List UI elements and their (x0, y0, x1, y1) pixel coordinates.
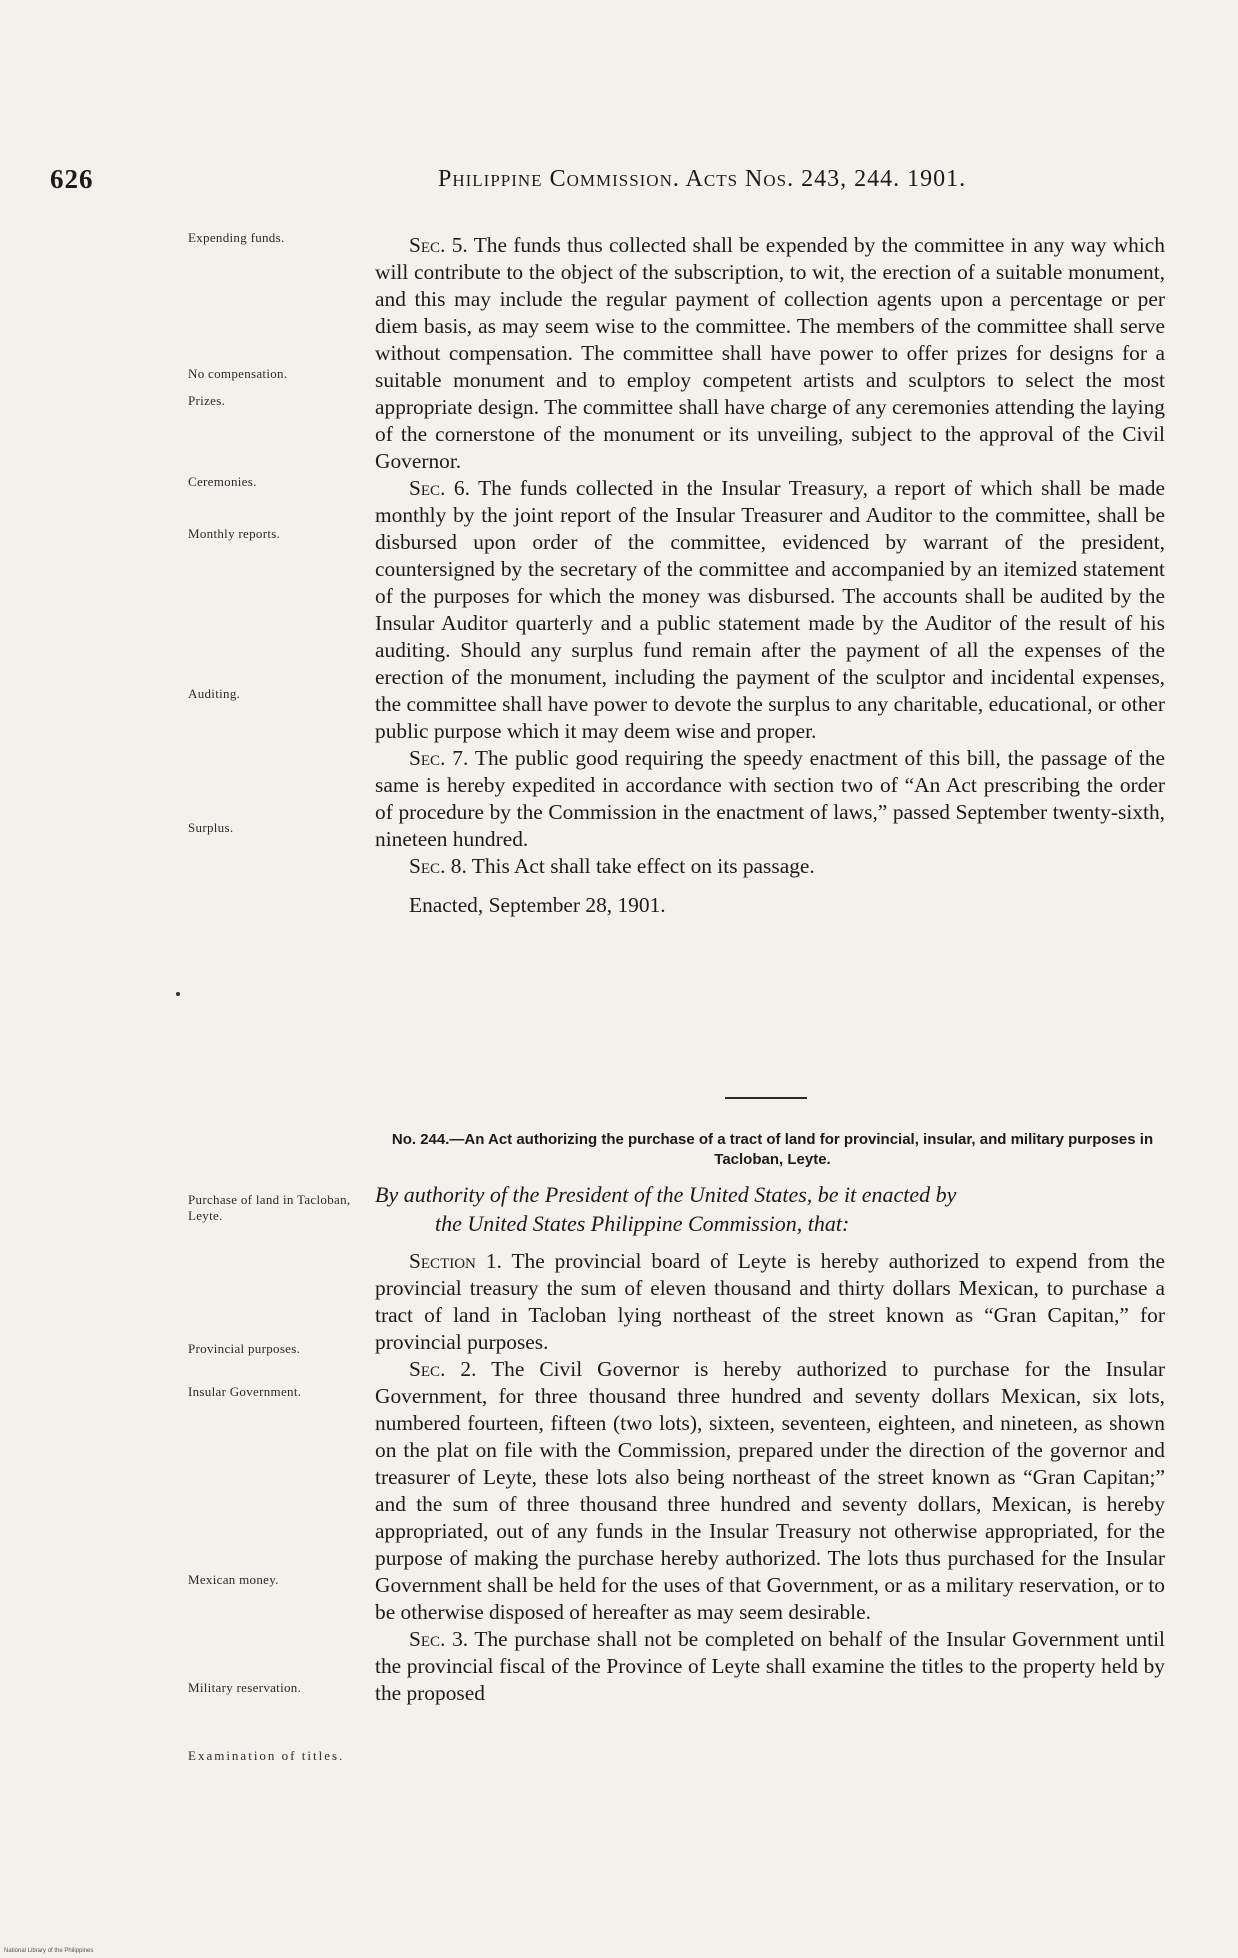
section-divider (725, 1097, 807, 1099)
margin-note: Examination of titles. (188, 1748, 345, 1763)
margin-note: Military reservation. (188, 1680, 302, 1695)
margin-note: Expending funds. (188, 230, 285, 245)
margin-note: Purchase of land in Tacloban, Leyte. (188, 1192, 351, 1223)
margin-note: Monthly reports. (188, 526, 281, 541)
speck (176, 992, 180, 996)
enacting-line-2: the United States Philippine Commission, that: (435, 1211, 850, 1236)
margin-note: Prizes. (188, 393, 226, 408)
margin-note: Ceremonies. (188, 474, 257, 489)
section-8: Sec. 8. This Act shall take effect on its passage. (409, 854, 815, 878)
footer-credit: National Library of the Philippines (4, 1948, 94, 1954)
margin-note: Surplus. (188, 820, 234, 835)
section-2: Sec. 2. The Civil Governor is hereby authorized to purchase for the Insular Government, for three thousand three hundred and seventy dollars Mexican, six lots, numbered fourteen, fifteen (two lots), sixteen, seventeen, eighteen, and nineteen, as shown on the plat on file with the Commission, prepared under the direction of the governor and treasurer of Leyte, these lots also being northeast of the street known as “Gran Capitan;” and the sum of three thousand three hundred and seventy dollars, Mexican, is hereby appropriated, out of any funds in the Insular Treasury not otherwise appropriated, for the purpose of making the purchase hereby authorized. The lots thus purchased for the Insular Government shall be held for the uses of that Government, or as a military reservation, or to be otherwise disposed of hereafter as may seem desirable. (375, 1357, 1166, 1624)
section-7: Sec. 7. The public good requiring the speedy enactment of this bill, the passage of the same is hereby expedited in accordance with section two of “An Act prescribing the order of procedure by the Commission in the enactment of laws,” passed September twenty-sixth, nineteen hundred. (375, 746, 1165, 851)
margin-note: No compensation. (188, 366, 288, 381)
act-244-heading: No. 244.—An Act authorizing the purchase of a tract of land for provincial, insular, and military purposes in Tacloban, Leyte. (391, 1131, 1154, 1168)
section-5: Sec. 5. The funds thus collected shall be expended by the committee in any way which will contribute to the object of the subscription, to wit, the erection of a suitable monument, and this may include the regular payment of collection agents upon a percentage or per diem basis, as may seem wise to the committee. The members of the committee shall serve without compensation. The committee shall have power to offer prizes for designs for a suitable monument and to employ competent artists and sculptors to select the most appropriate design. The committee shall have charge of any ceremonies attending the laying of the cornerstone of the monument or its unveiling, subject to the approval of the Civil Governor. (375, 233, 1165, 473)
section-1: Section 1. The provincial board of Leyte is hereby authorized to expend from the provincial treasury the sum of eleven thousand and thirty dollars Mexican, to purchase a tract of land in Tacloban lying northeast of the street known as “Gran Capitan,” for provincial purposes. (375, 1249, 1165, 1354)
page-number: 626 (50, 164, 94, 194)
act-243-body (375, 232, 1165, 919)
margin-note: Insular Government. (188, 1384, 302, 1399)
margin-note: Auditing. (188, 686, 241, 701)
section-3: Sec. 3. The purchase shall not be completed on behalf of the Insular Government until the provincial fiscal of the Province of Leyte shall examine the titles to the property held by the proposed (375, 1627, 1165, 1705)
enacting-line-1: By authority of the President of the United States, be it enacted by (375, 1182, 957, 1207)
section-6: Sec. 6. The funds collected in the Insular Treasury, a report of which shall be made monthly by the joint report of the Insular Treasurer and Auditor to the committee, shall be disbursed upon order of the committee, evidenced by warrant of the president, countersigned by the secretary of the committee and accompanied by an itemized statement of the purposes for which the money was disbursed. The accounts shall be audited by the Insular Auditor quarterly and a public statement made by the Auditor of the result of his auditing. Should any surplus fund remain after the payment of all the expenses of the erection of the monument, including the payment of the sculptor and incidental expenses, the committee shall have power to devote the surplus to any charitable, educational, or other public purpose which it may deem wise and proper. (375, 476, 1166, 743)
enacted-date: Enacted, September 28, 1901. (409, 893, 666, 917)
act-244-body (375, 1248, 1165, 1707)
margin-note: Mexican money. (188, 1572, 279, 1587)
running-head: Philippine Commission. Acts Nos. 243, 244. 1901. (438, 166, 967, 192)
enacting-clause (375, 1180, 1170, 1238)
margin-note: Provincial purposes. (188, 1341, 301, 1356)
